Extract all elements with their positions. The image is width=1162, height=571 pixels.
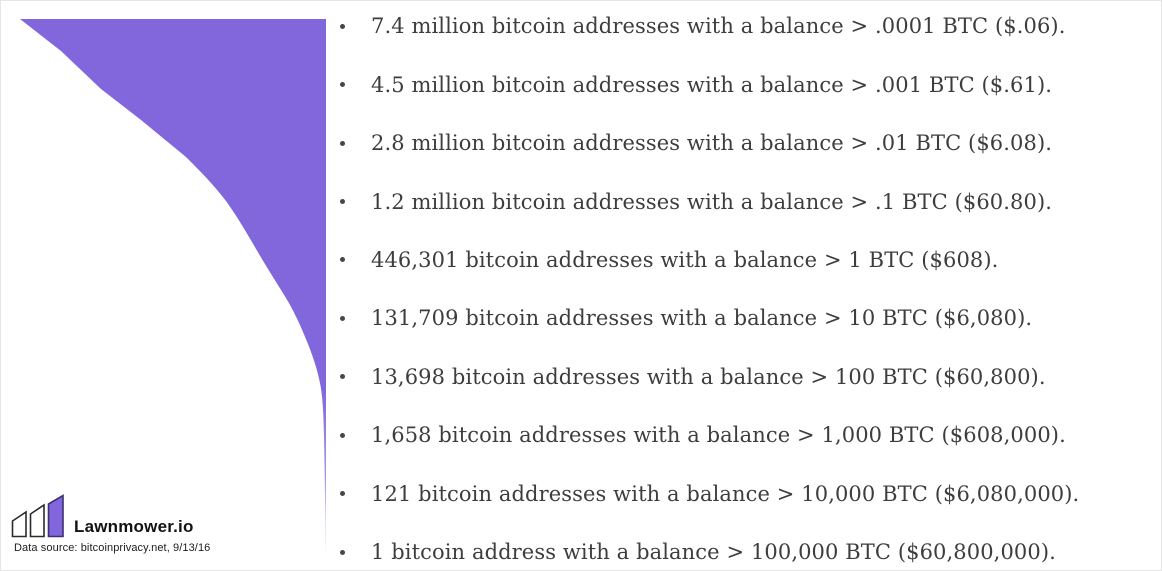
stat-text: 13,698 bitcoin addresses with a balance > 100 BTC ($60,800). bbox=[371, 364, 1046, 389]
stat-text: 7.4 million bitcoin addresses with a balance > .0001 BTC ($.06). bbox=[371, 14, 1066, 39]
bullet-dot-icon bbox=[340, 82, 345, 87]
area-chart-icon bbox=[1, 1, 351, 571]
stat-text: 4.5 million bitcoin addresses with a balance > .001 BTC ($.61). bbox=[371, 72, 1053, 97]
list-item bbox=[331, 231, 1157, 289]
footer bbox=[11, 491, 210, 554]
bullet-dot-icon bbox=[340, 24, 345, 29]
list-item bbox=[331, 55, 1157, 113]
stat-text: 2.8 million bitcoin addresses with a balance > .01 BTC ($6.08). bbox=[371, 131, 1053, 156]
stat-text: 131,709 bitcoin addresses with a balance > 10 BTC ($6,080). bbox=[371, 306, 1033, 331]
lawnmower-bars-logo-icon bbox=[11, 491, 67, 538]
list-item bbox=[331, 289, 1157, 347]
list-item bbox=[331, 406, 1157, 464]
bullet-dot-icon bbox=[340, 257, 345, 262]
distribution-area-shape bbox=[20, 19, 326, 561]
bullet-dot-icon bbox=[340, 433, 345, 438]
bullet-dot-icon bbox=[340, 316, 345, 321]
distribution-area-chart bbox=[1, 1, 351, 571]
bullet-dot-icon bbox=[340, 374, 345, 379]
stat-text: 446,301 bitcoin addresses with a balance > 1 BTC ($608). bbox=[371, 247, 999, 272]
stats-bullet-list bbox=[331, 0, 1157, 571]
stat-text: 1 bitcoin address with a balance > 100,000 BTC ($60,800,000). bbox=[371, 540, 1056, 565]
bullet-dot-icon bbox=[340, 199, 345, 204]
bullet-dot-icon bbox=[340, 550, 345, 555]
list-item bbox=[331, 348, 1157, 406]
list-item bbox=[331, 523, 1157, 571]
list-item bbox=[331, 114, 1157, 172]
bullet-dot-icon bbox=[340, 141, 345, 146]
list-item bbox=[331, 465, 1157, 523]
data-source-text: Data source: bitcoinprivacy.net, 9/13/16 bbox=[14, 542, 211, 554]
brand-row bbox=[11, 491, 210, 538]
stat-text: 121 bitcoin addresses with a balance > 10,000 BTC ($6,080,000). bbox=[371, 481, 1080, 506]
bullet-dot-icon bbox=[340, 491, 345, 496]
list-item bbox=[331, 172, 1157, 230]
list-item bbox=[331, 0, 1157, 55]
brand-name: Lawnmower.io bbox=[74, 517, 194, 536]
stat-text: 1.2 million bitcoin addresses with a balance > .1 BTC ($60.80). bbox=[371, 189, 1053, 214]
stat-text: 1,658 bitcoin addresses with a balance > 1,000 BTC ($608,000). bbox=[371, 423, 1066, 448]
